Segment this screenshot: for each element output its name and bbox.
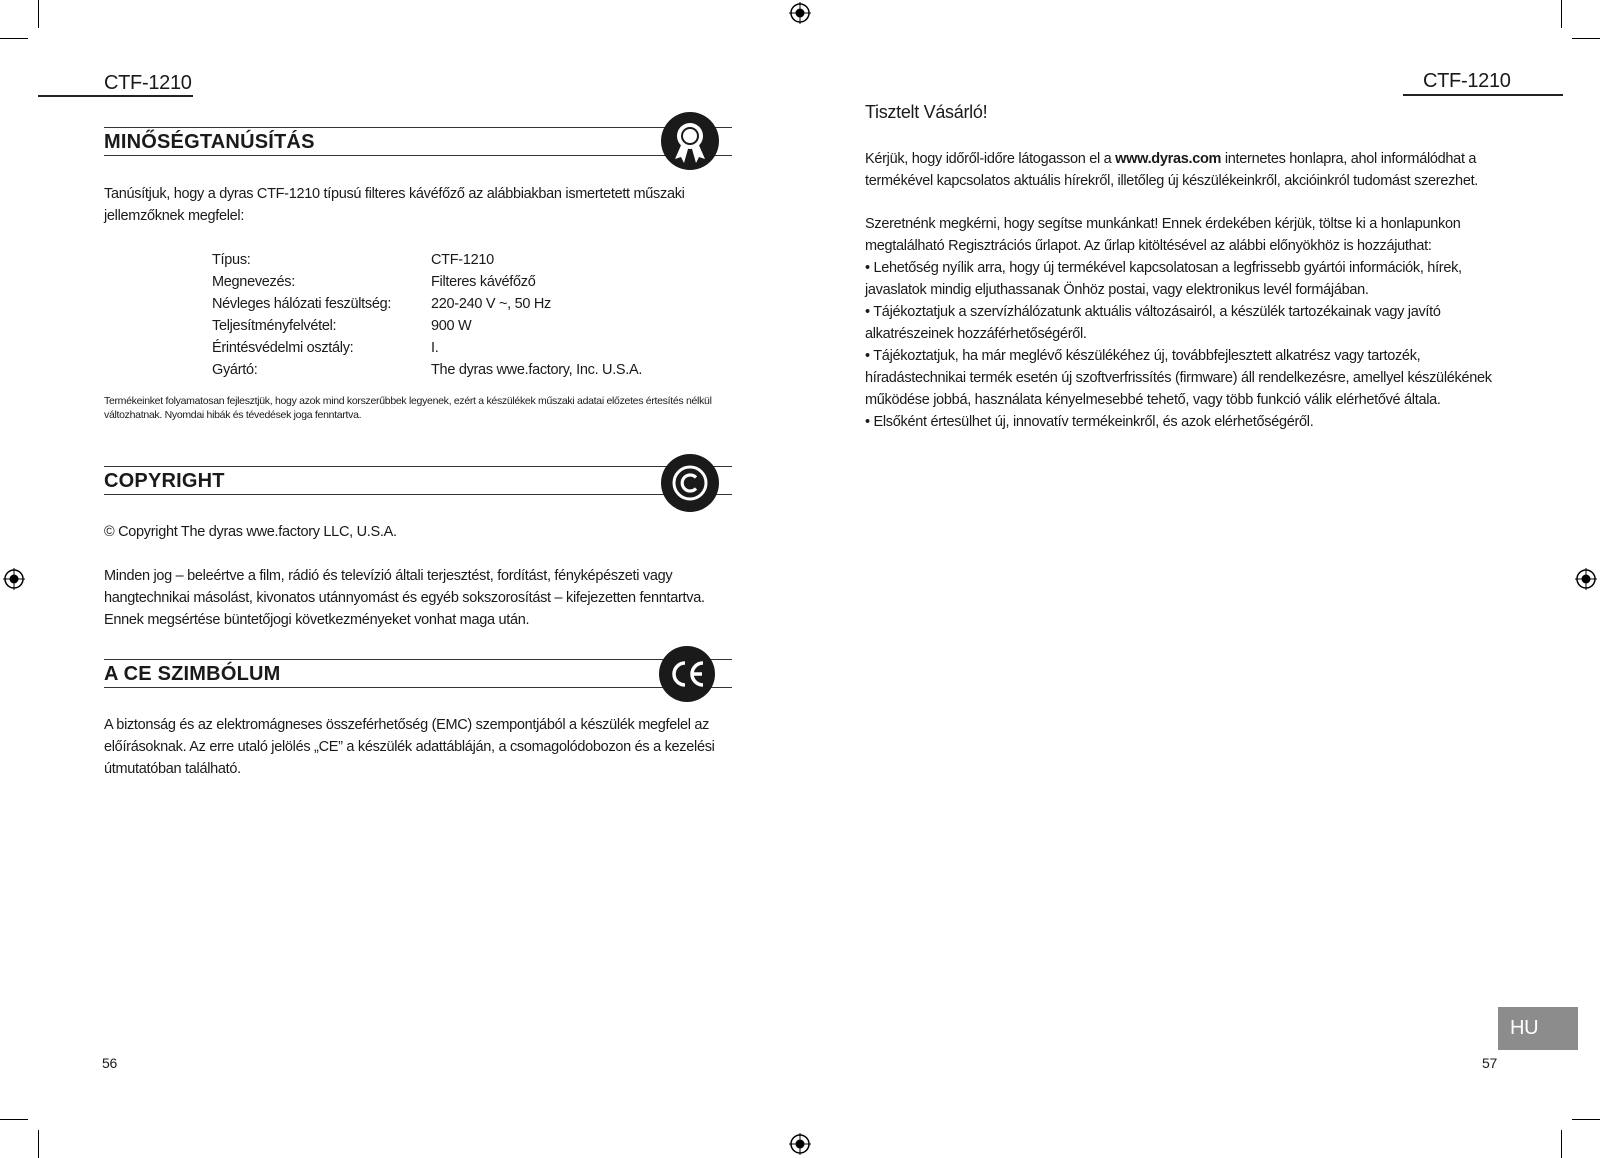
spec-value: 900 W [431,318,472,334]
registration-mark-icon [789,2,811,24]
copyright-paragraph: Minden jog – beleértve a film, rádió és televízió általi terjesztést, fordítást, fényképészeti vagy hangtechnikai másolást, kivonatos utánnyomást és egyéb sokszorosítást – kifejezetten fenntartva. Ennek megsértése büntetőjogi következményeket vonhat maga után. [104,568,705,628]
section-title-ce: A CE SZIMBÓLUM [104,663,281,685]
registration-mark-icon [3,568,25,590]
award-rosette-icon [661,112,719,170]
visit-text-after: internetes honlapra, ahol informálódhat a termékével kapcsolatos aktuális hírekről, illetőleg új készülékeinkről, akcióinkról tudomást szerezhet. [865,151,1479,189]
section-rule-bottom [104,687,732,688]
crop-mark [1561,0,1562,28]
website-link[interactable]: www.dyras.com [1115,151,1222,167]
spec-label: Névleges hálózati feszültség: [212,296,392,312]
copyright-line: © Copyright The dyras wwe.factory LLC, U.S.A. [104,524,397,540]
header-rule [1403,94,1563,96]
section-rule-bottom [104,494,732,495]
spec-value: CTF-1210 [431,252,494,268]
ce-paragraph: A biztonság és az elektromágneses összeférhetőség (EMC) szempontjából a készülék megfelel az előírásoknak. Az erre utaló jelölés „CE” a készülék adattábláján, a csomagolódobozon és a kezelési útmutatóban található. [104,717,715,777]
language-tab: HU [1498,1007,1578,1050]
crop-mark [0,38,28,39]
spec-label: Megnevezés: [212,274,295,290]
header-rule [38,95,193,97]
section-rule-top [104,659,732,660]
registration-mark-icon [789,1133,811,1155]
section-rule-top [104,127,732,128]
section-rule-top [104,466,732,467]
crop-mark [1561,1130,1562,1158]
benefits-list [865,257,1505,433]
crop-mark [38,0,39,28]
model-header: CTF-1210 [104,72,192,94]
registration-mark-icon [1575,568,1597,590]
section-title-copyright: COPYRIGHT [104,470,225,492]
spec-value: 220-240 V ~, 50 Hz [431,296,551,312]
page-number-right: 57 [1482,1055,1497,1071]
greeting: Tisztelt Vásárló! [865,102,988,122]
spec-label: Gyártó: [212,362,258,378]
visit-paragraph [865,148,1505,192]
spec-value: The dyras wwe.factory, Inc. U.S.A. [431,362,643,378]
copyright-icon [661,454,719,512]
benefit-item: • Tájékoztatjuk a szervízhálózatunk aktuális változásairól, a készülék tartozékainak vagy javító alkatrészeinek hozzáférhetőségéről. [865,304,1441,342]
ce-mark-icon [659,646,715,702]
spec-label: Típus: [212,252,251,268]
benefit-item: • Elsőként értesülhet új, innovatív termékeinkről, és azok elérhetőségéről. [865,414,1314,430]
visit-text-before: Kérjük, hogy időről-időre látogasson el a [865,151,1116,167]
section-title-quality: MINŐSÉGTANÚSÍTÁS [104,131,315,153]
crop-mark [1572,38,1600,39]
quality-footnote: Termékeinket folyamatosan fejlesztjük, hogy azok mind korszerűbbek legyenek, ezért a készülékek műszaki adatai előzetes értesítés nélkül változhatnak. Nyomdai hibák és tévedések joga fenntartva. [104,395,712,421]
crop-mark [1572,1119,1600,1120]
spec-value: I. [431,340,439,356]
spec-label: Teljesítményfelvétel: [212,318,337,334]
spec-value: Filteres kávéfőző [431,274,536,290]
spec-label: Érintésvédelmi osztály: [212,340,354,356]
section-rule-bottom [104,155,732,156]
benefit-item: • Tájékoztatjuk, ha már meglévő készülékéhez új, továbbfejlesztett alkatrész vagy tartozék, híradástechnikai termék esetén új szoftverfrissítés (firmware) áll rendelkezésre, amellyel készülékének működése jobbá, használata kényelmesebbé tehető, vagy több funkció válik elérhetővé általa. [865,348,1492,408]
registration-paragraph: Szeretnénk megkérni, hogy segítse munkánkat! Ennek érdekében kérjük, töltse ki a honlapunkon megtalálható Regisztrációs űrlapot. Az űrlap kitöltésével az alábbi előnyökhöz is hozzájuthat: [865,216,1461,254]
quality-intro: Tanúsítjuk, hogy a dyras CTF-1210 típusú filteres kávéfőző az alábbiakban ismertetett műszaki jellemzőknek megfelel: [104,186,685,224]
crop-mark [38,1130,39,1158]
crop-mark [0,1119,28,1120]
page-number-left: 56 [102,1055,117,1071]
benefit-item: • Lehetőség nyílik arra, hogy új termékével kapcsolatosan a legfrissebb gyártói információk, hírek, javaslatok mindig eljuthassanak Önhöz postai, vagy elektronikus levél formájában. [865,260,1462,298]
model-header: CTF-1210 [1423,70,1511,92]
